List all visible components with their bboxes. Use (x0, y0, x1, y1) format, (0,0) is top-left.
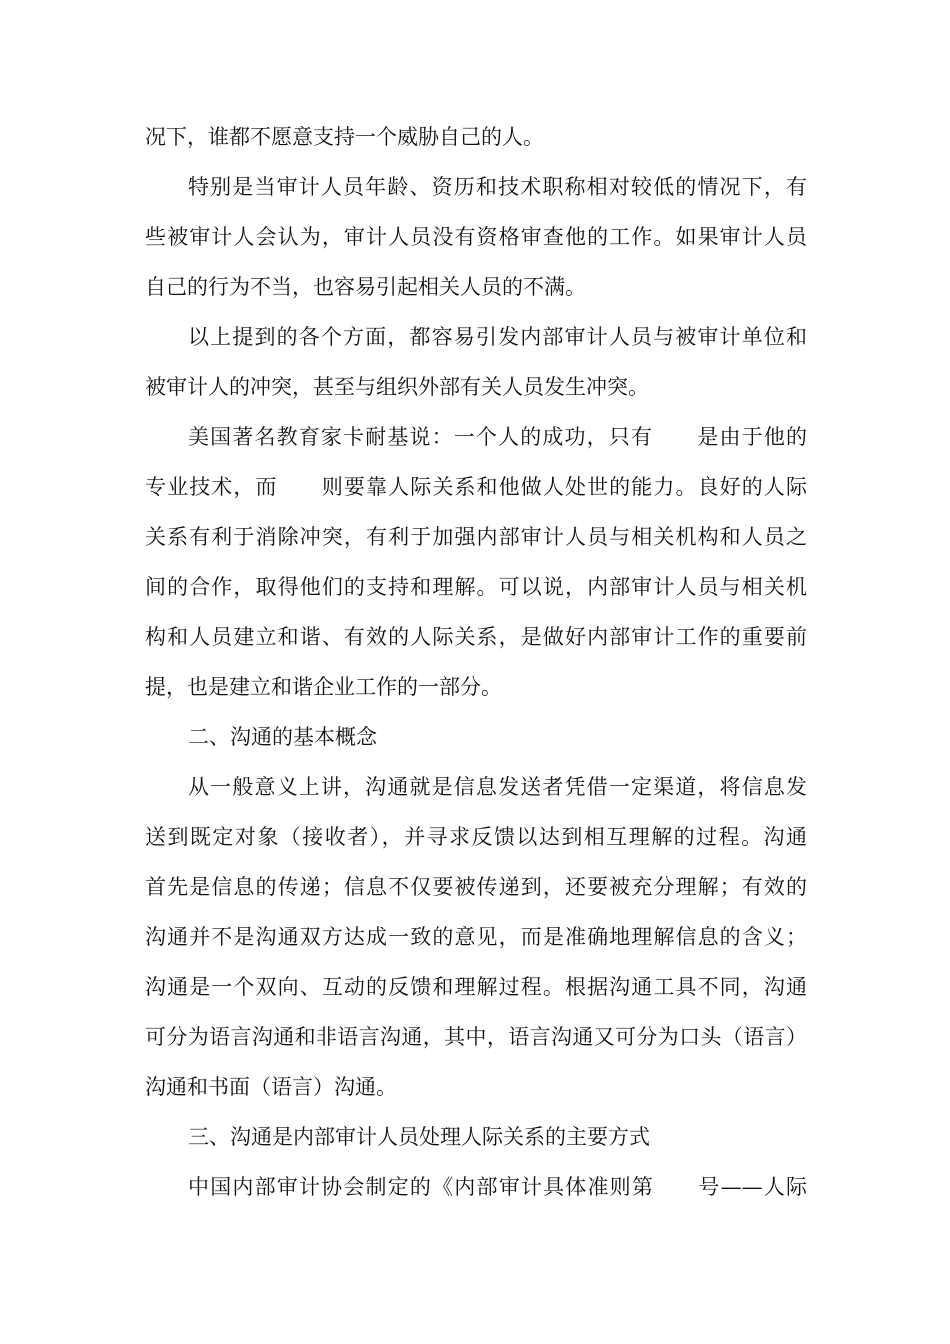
text-line: 美国著名教育家卡耐基说：一个人的成功，只有 是由于他的 (188, 425, 807, 449)
text-line: 沟通并不是沟通双方达成一致的意见，而是准确地理解信息的含义； (145, 925, 807, 949)
text-line: 中国内部审计协会制定的《内部审计具体准则第 号——人际 (188, 1175, 807, 1199)
text-line: 间的合作，取得他们的支持和理解。可以说，内部审计人员与相关机 (145, 575, 807, 599)
text-line: 被审计人的冲突，甚至与组织外部有关人员发生冲突。 (145, 375, 649, 399)
text-line: 自己的行为不当，也容易引起相关人员的不满。 (145, 275, 586, 299)
text-line: 关系有利于消除冲突，有利于加强内部审计人员与相关机构和人员之 (145, 525, 807, 549)
text-line: 况下，谁都不愿意支持一个威胁自己的人。 (145, 125, 544, 149)
section-heading: 二、沟通的基本概念 (188, 725, 377, 749)
text-line: 可分为语言沟通和非语言沟通，其中，语言沟通又可分为口头（语言） (145, 1025, 807, 1049)
section-heading: 三、沟通是内部审计人员处理人际关系的主要方式 (188, 1125, 650, 1149)
text-line: 提，也是建立和谐企业工作的一部分。 (145, 675, 502, 699)
text-line: 沟通是一个双向、互动的反馈和理解过程。根据沟通工具不同，沟通 (145, 975, 807, 999)
text-line: 以上提到的各个方面，都容易引发内部审计人员与被审计单位和 (188, 325, 807, 349)
text-line: 构和人员建立和谐、有效的人际关系，是做好内部审计工作的重要前 (145, 625, 807, 649)
text-line: 特别是当审计人员年龄、资历和技术职称相对较低的情况下，有 (188, 175, 807, 199)
text-line: 从一般意义上讲，沟通就是信息发送者凭借一定渠道，将信息发 (188, 775, 807, 799)
text-line: 首先是信息的传递；信息不仅要被传递到，还要被充分理解；有效的 (145, 875, 807, 899)
text-line: 送到既定对象（接收者），并寻求反馈以达到相互理解的过程。沟通 (145, 825, 807, 849)
text-line: 沟通和书面（语言）沟通。 (145, 1075, 397, 1099)
text-line: 些被审计人会认为，审计人员没有资格审查他的工作。如果审计人员 (145, 225, 807, 249)
text-line: 专业技术，而 则要靠人际关系和他做人处世的能力。良好的人际 (145, 475, 807, 499)
